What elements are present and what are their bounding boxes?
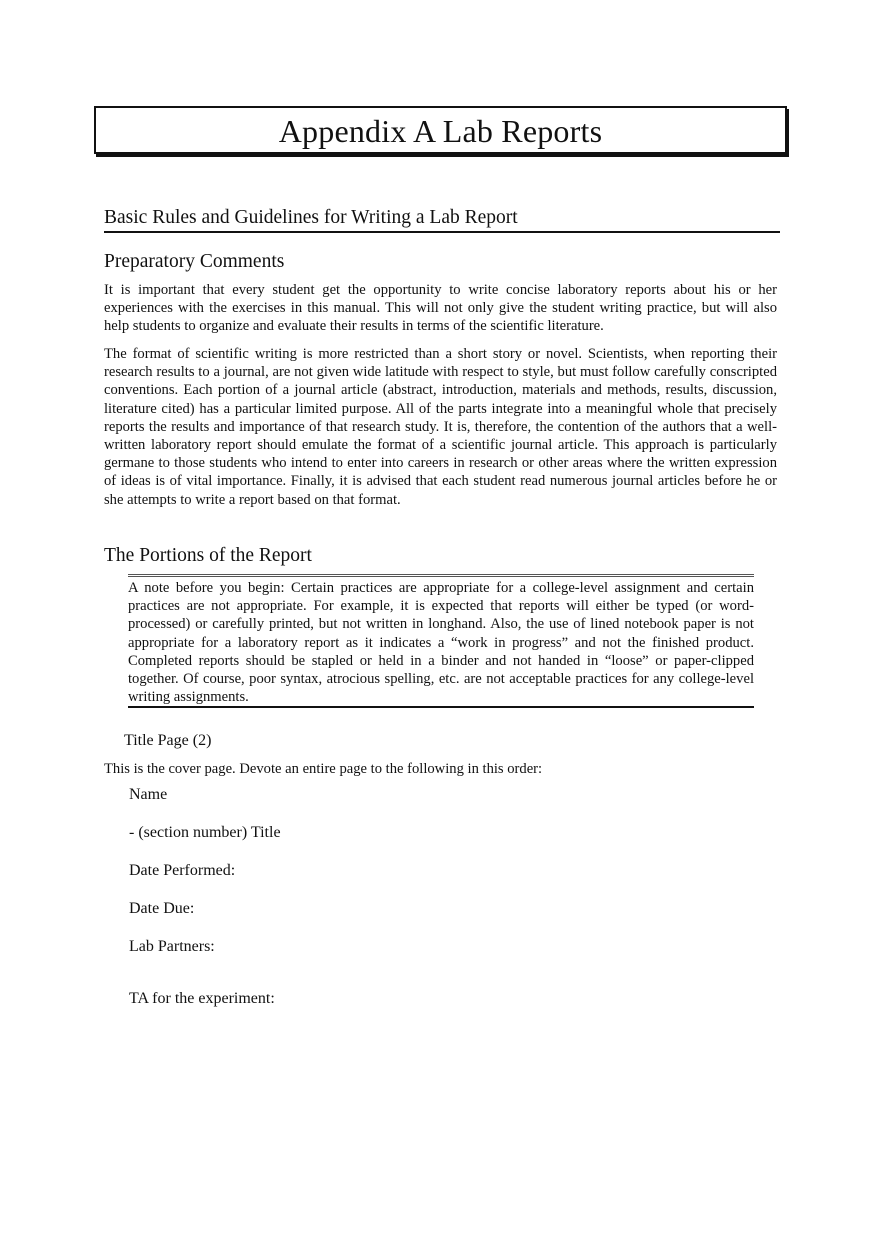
section-heading-basic-rules: Basic Rules and Guidelines for Writing a Lab Report (104, 207, 780, 233)
field-lab-partners: Lab Partners: (129, 938, 215, 955)
title-page-heading: Title Page (2) (124, 732, 212, 749)
field-section-title: - (section number) Title (129, 824, 281, 841)
page-title: Appendix A Lab Reports (278, 113, 603, 149)
paragraph-intro: It is important that every student get the opportunity to write concise laboratory reports about his or her experiences with the exercises in this manual. This will not only give the student writing practice, but will also help students to organize and evaluate their results in terms of the scientific literature. (104, 282, 777, 335)
title-box (94, 106, 787, 154)
field-ta: TA for the experiment: (129, 990, 275, 1007)
field-date-due: Date Due: (129, 900, 195, 917)
paragraph-format: The format of scientific writing is more restricted than a short story or novel. Scientists, when reporting their research results to a journal, are not given wide latitude with respect to style, but must follow carefully conscripted conventions. Each portion of a journal article (abstract, introduction, materials and methods, results, discussion, literature cited) has a particular limited purpose. All of the parts integrate into a meaningful whole that precisely reports the results and importance of that research study. It is, therefore, the contention of the authors that a well-written laboratory report should emulate the format of a scientific journal article. This approach is particularly germane to those students who intend to enter into careers in research or other areas where the written expression of ideas is of vital importance. Finally, it is advised that each student read numerous journal articles before he or she attempts to write a report based on that format. (104, 346, 777, 508)
note-text: A note before you begin: Certain practices are appropriate for a college-level assignment and certain practices are not appropriate. For example, it is expected that reports will either be typed (or word-processed) or carefully printed, but not written in longhand. Also, the use of lined notebook paper is not appropriate for a laboratory report as it indicates a “work in progress” and not the finished product. Completed reports should be stapled or held in a binder and not handed in “loose” or paper-clipped together. Of course, poor syntax, atrocious spelling, etc. are not acceptable practices for any college-level writing assignments. (128, 580, 754, 706)
section-heading-preparatory: Preparatory Comments (104, 251, 285, 272)
field-date-performed: Date Performed: (129, 862, 236, 879)
field-name: Name (129, 786, 168, 803)
section-heading-portions: The Portions of the Report (104, 545, 312, 566)
note-box (128, 574, 754, 708)
title-page-description: This is the cover page. Devote an entire page to the following in this order: (104, 761, 543, 777)
